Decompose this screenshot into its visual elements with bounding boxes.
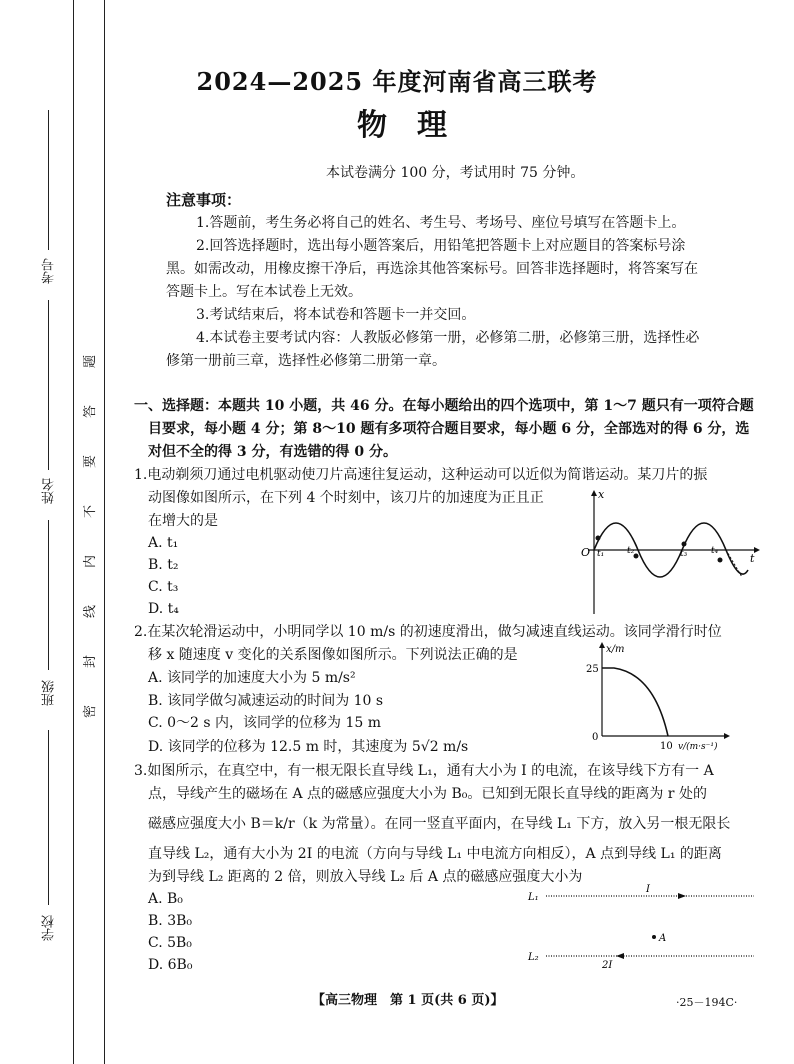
q2-stem: 移 x 随速度 v 变化的关系图像如图所示。下列说法正确的是	[148, 647, 518, 663]
label-t3: t₃	[680, 549, 688, 559]
q3-stem: 3.如图所示，在真空中，有一根无限长直导线 L₁，通有大小为 I 的电流，在该导线下方有一 A	[134, 763, 714, 779]
label-l2: L₂	[528, 952, 539, 963]
q1-option-c: C. t₃	[148, 579, 179, 595]
q1-stem: 动图像如图所示，在下列 4 个时刻中，该刀片的加速度为正且正	[148, 490, 544, 506]
q2-option-d: D. 该同学的位移为 12.5 m 时，其速度为 5√2 m/s	[148, 739, 469, 755]
label-t-axis: t	[750, 552, 755, 565]
q2-xv-graph	[584, 640, 734, 752]
arrow-l1	[678, 893, 686, 899]
label-xm: x/m	[606, 644, 625, 655]
subject-title: 物理	[357, 108, 477, 143]
xm-axis-arrow	[599, 642, 605, 648]
label-t1: t₁	[597, 549, 605, 559]
q3-stem: 磁感应强度大小 B＝k/r（k 为常量）。在同一竖直平面内，在导线 L₁ 下方，放入另一根无限长	[148, 816, 731, 832]
label-a: A	[659, 933, 667, 944]
notice-line: 答题卡上。写在本试卷上无效。	[166, 284, 362, 300]
warning-char: 要	[83, 454, 99, 469]
warning-char: 封	[83, 654, 99, 669]
binding-line-outer	[73, 0, 74, 1064]
page-footer: 【高三物理 第 1 页(共 6 页)】	[312, 993, 504, 1008]
label-25: 25	[586, 664, 599, 675]
q1-stem: 在增大的是	[148, 513, 218, 529]
warning-char: 不	[83, 504, 99, 519]
q2-option-a: A. 该同学的加速度大小为 5 m/s²	[148, 670, 356, 686]
point-t2	[634, 554, 639, 559]
q3-option-c: C. 5B₀	[148, 935, 192, 951]
q2-option-c: C. 0～2 s 内，该同学的位移为 15 m	[148, 715, 382, 731]
v-axis-arrow	[724, 733, 730, 739]
paper-code: ·25－194C·	[676, 996, 738, 1009]
arrow-l2	[616, 953, 624, 959]
label-v: v/(m·s⁻¹)	[678, 742, 718, 752]
q3-wire-figure	[526, 884, 758, 970]
exam-title: 2024—2025 年度河南省高三联考	[196, 67, 598, 96]
q1-option-a: A. t₁	[148, 535, 179, 551]
notice-line: 黑。如需改动，用橡皮擦干净后，再选涂其他答案标号。回答非选择题时，将答案写在	[166, 261, 698, 277]
binding-line-inner	[104, 0, 105, 1064]
label-t4: t₄	[711, 546, 719, 556]
warning-char: 答	[83, 404, 99, 419]
point-t3	[682, 542, 687, 547]
notice-line: 3.考试结束后，将本试卷和答题卡一并交回。	[196, 307, 476, 323]
warning-char: 密	[83, 704, 99, 719]
label-10: 10	[660, 741, 673, 752]
section-heading: 一、选择题：本题共 10 小题，共 46 分。在每小题给出的四个选项中，第 1～7 题只有一项符合题	[134, 398, 754, 414]
q3-option-b: B. 3B₀	[148, 913, 192, 929]
point-t1	[596, 536, 601, 541]
label-exam-number: 考号	[42, 258, 57, 284]
q1-option-d: D. t₄	[148, 601, 179, 617]
label-x-axis: x	[598, 488, 605, 501]
x-axis-arrow	[591, 490, 597, 496]
label-school: 学校	[42, 915, 57, 941]
notice-line: 2.回答选择题时，选出每小题答案后，用铅笔把答题卡上对应题目的答案标号涂	[196, 238, 686, 254]
q3-option-a: A. B₀	[148, 891, 183, 907]
exam-info: 本试卷满分 100 分，考试用时 75 分钟。	[326, 165, 585, 181]
t-axis-arrow	[754, 547, 760, 553]
label-class: 班级	[42, 680, 57, 706]
label-i: I	[646, 884, 650, 895]
xv-curve	[602, 668, 668, 736]
name-line	[48, 300, 49, 470]
label-2i: 2I	[602, 960, 613, 970]
label-0: 0	[592, 732, 599, 743]
warning-char: 线	[83, 604, 99, 619]
class-line	[48, 520, 49, 670]
point-a	[652, 935, 656, 939]
notice-line: 4.本试卷主要考试内容：人教版必修第一册，必修第二册，必修第三册，选择性必	[196, 330, 700, 346]
label-t2: t₂	[627, 546, 635, 556]
label-name: 姓名	[42, 478, 57, 504]
q2-option-b: B. 该同学做匀减速运动的时间为 10 s	[148, 693, 384, 709]
q3-stem: 为到导线 L₂ 距离的 2 倍，则放入导线 L₂ 后 A 点的磁感应强度大小为	[148, 869, 583, 885]
q2-stem: 2.在某次轮滑运动中，小明同学以 10 m/s 的初速度滑出，做匀减速直线运动。该同学滑行时位	[134, 624, 722, 640]
q3-option-d: D. 6B₀	[148, 957, 193, 973]
q3-stem: 直导线 L₂，通有大小为 2I 的电流（方向与导线 L₁ 中电流方向相反），A 点到导线 L₁ 的距离	[148, 846, 722, 862]
notice-line: 1.答题前，考生务必将自己的姓名、考生号、考场号、座位号填写在答题卡上。	[196, 215, 686, 231]
q1-stem: 1.电动剃须刀通过电机驱动使刀片高速往复运动，这种运动可以近似为简谐运动。某刀片的振	[134, 467, 708, 483]
section-heading-line: 对但不全的得 3 分，有选错的得 0 分。	[148, 444, 397, 460]
notice-line: 修第一册前三章，选择性必修第二册第一章。	[166, 353, 446, 369]
warning-char: 题	[83, 354, 99, 369]
q3-stem: 点，导线产生的磁场在 A 点的磁感应强度大小为 B₀。已知到无限长直导线的距离为 r 处的	[148, 786, 707, 802]
label-l1: L₁	[528, 892, 539, 903]
school-line	[48, 730, 49, 905]
label-origin: O	[581, 546, 591, 559]
q1-option-b: B. t₂	[148, 557, 179, 573]
point-t4	[718, 558, 723, 563]
notice-heading: 注意事项：	[166, 191, 242, 209]
section-heading-line: 目要求，每小题 4 分；第 8～10 题有多项符合题目要求，每小题 6 分，全部选对的得 6 分，选	[148, 421, 750, 437]
q1-vibration-graph	[574, 486, 760, 618]
warning-char: 内	[83, 554, 99, 569]
